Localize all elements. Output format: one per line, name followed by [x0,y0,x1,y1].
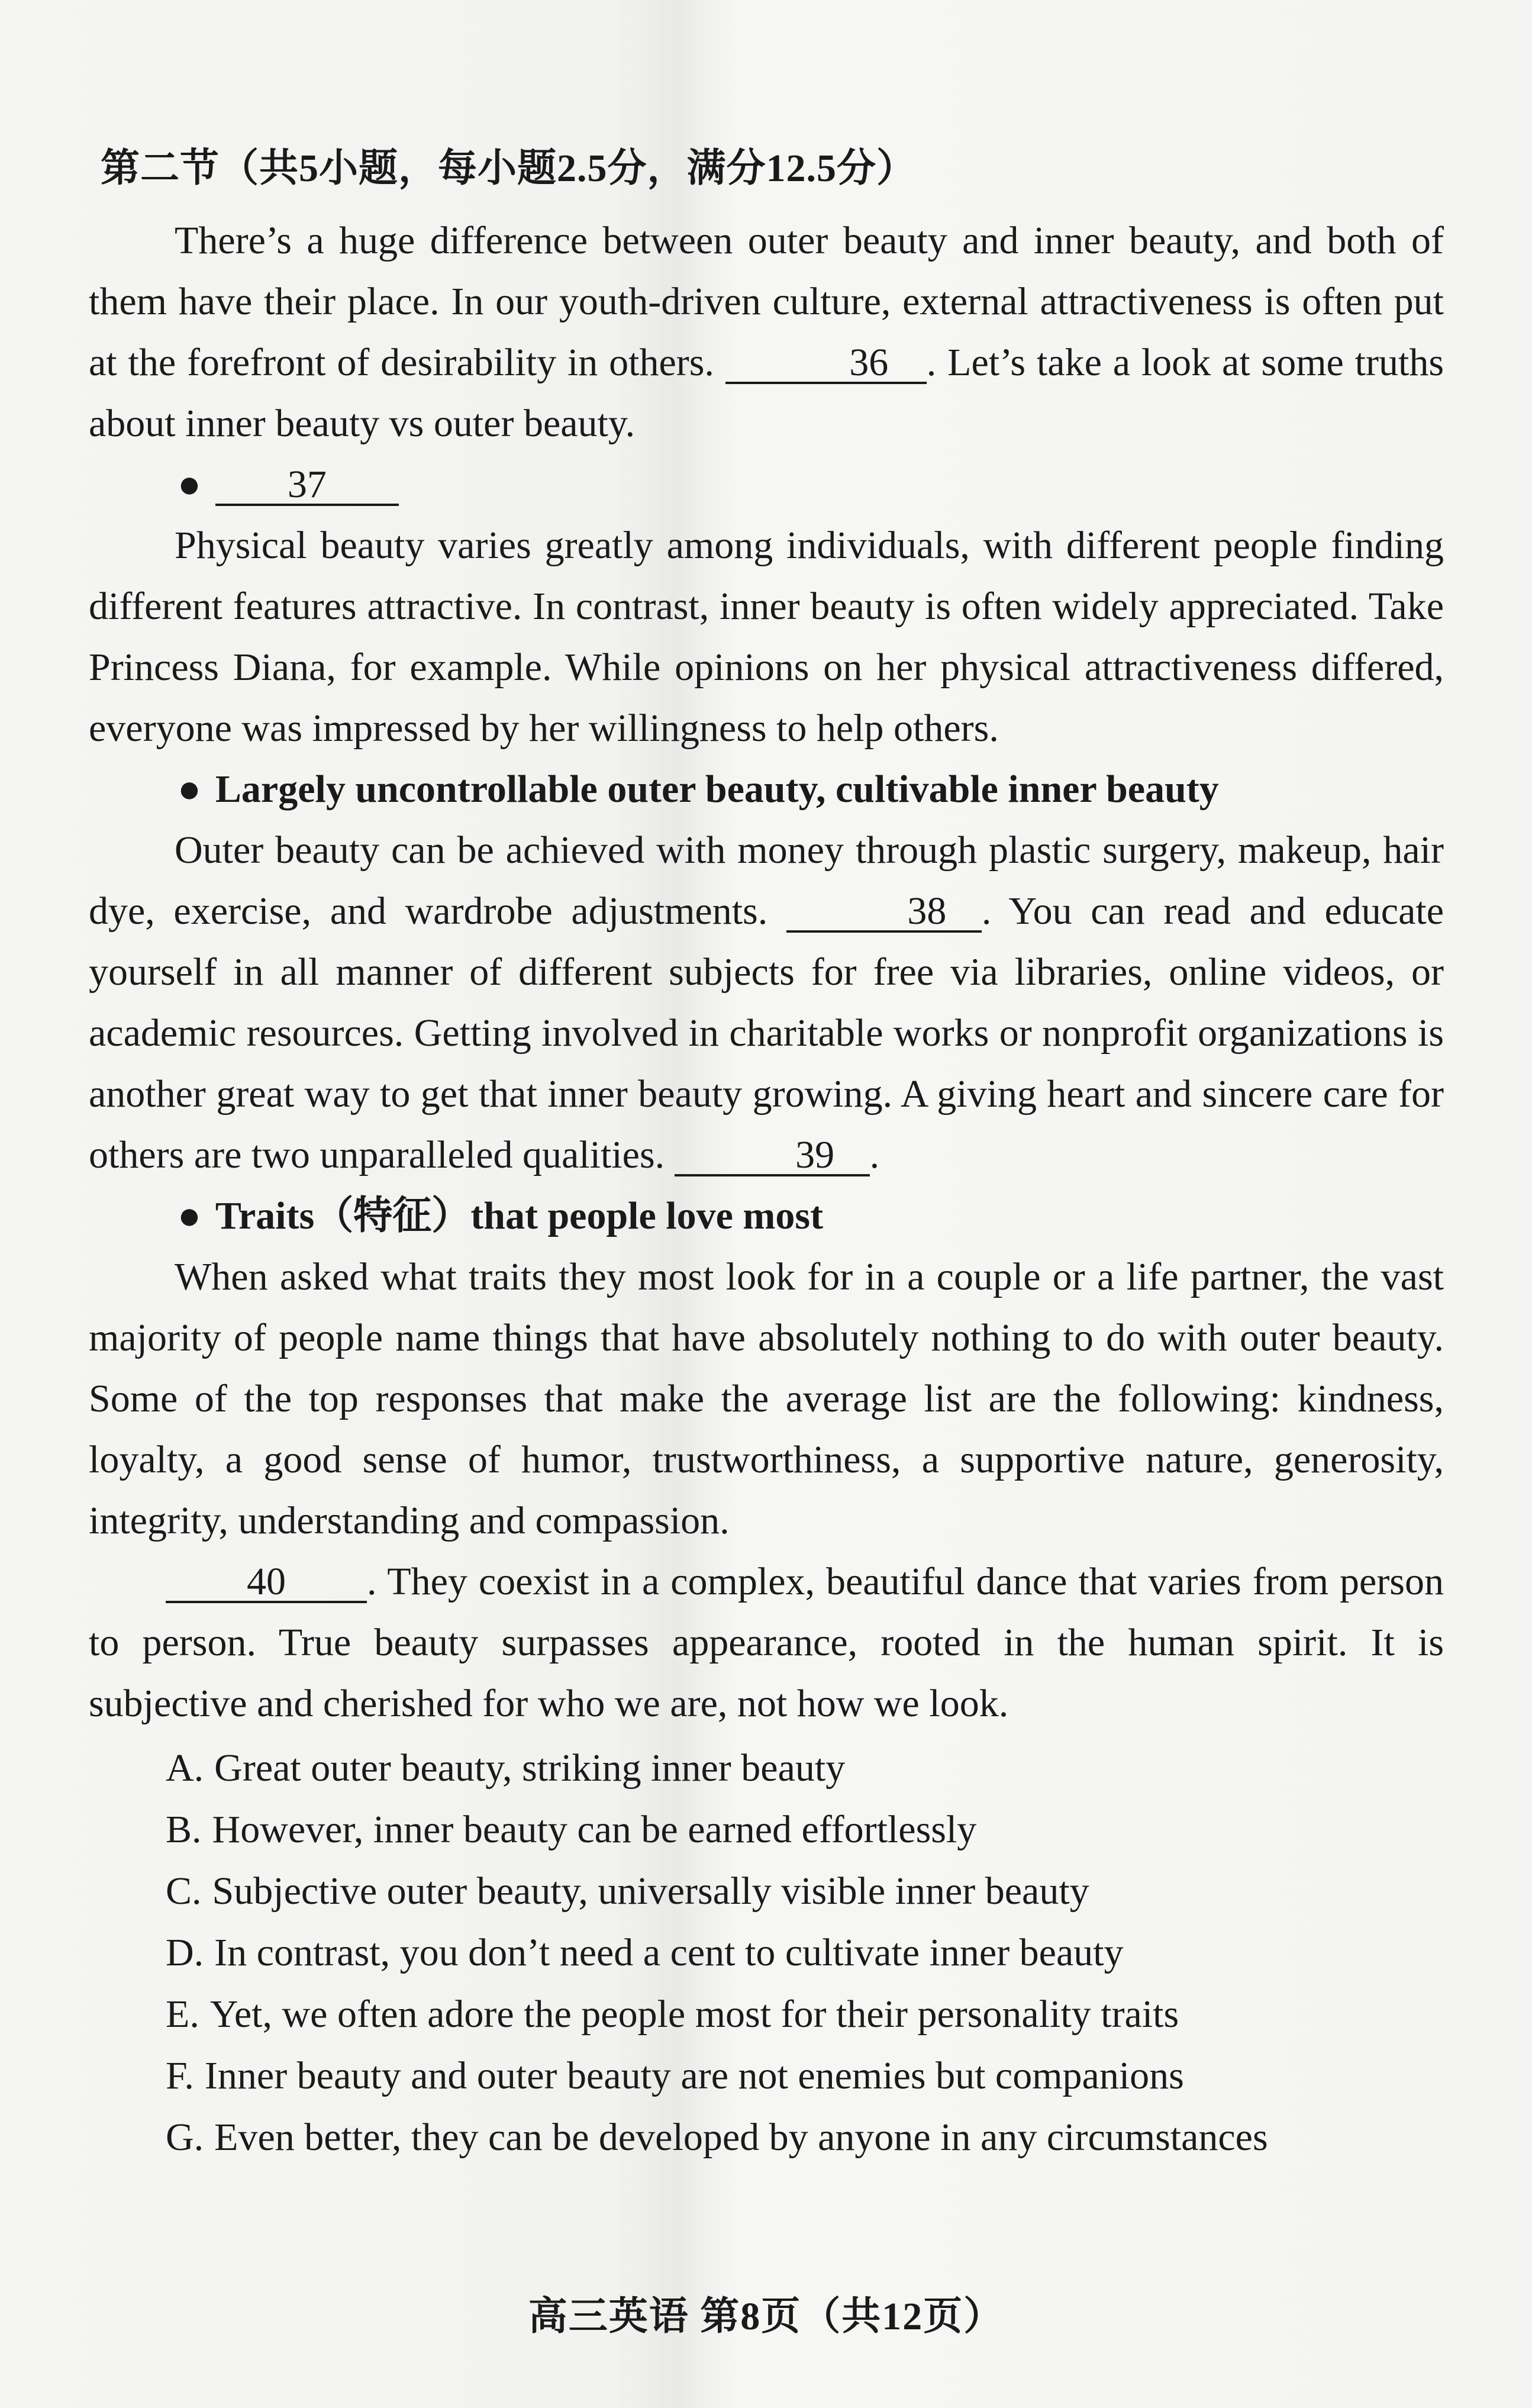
option-f[interactable]: F. Inner beauty and outer beauty are not enemies but companions [166,2054,1184,2097]
blank-36[interactable]: 36 [725,344,927,384]
para3-text-before: Outer beauty can be achieved with money through plastic surgery, makeup, hair dye, exercise, and wardrobe adjustments. [89,829,1444,933]
option-e[interactable]: E. Yet, we often adore the people most for their personality traits [166,1993,1179,2036]
option-d[interactable]: D. In contrast, you don’t need a cent to cultivate inner beauty [166,1931,1124,1974]
options-list [89,1738,1444,2168]
paragraph-traits: When asked what traits they most look for in a couple or a life partner, the vast majority of people name things that have absolutely nothing to do with outer beauty. Some of the top responses that make the average list are the following: kindness, loyalty, a good sense of humor, trustworthiness, a supportive nature, generosity, integrity, understanding and compassion. [89,1255,1444,1542]
heading-traits [178,1185,1444,1246]
paragraph-conclusion [89,1551,1444,1734]
page-footer: 高三英语 第8页（共12页） [528,2295,1004,2338]
paragraph-outer-beauty [89,820,1444,1185]
intro-text-after: . Let’s take a look at some truths about inner beauty vs outer beauty. [89,341,1444,445]
bullet-dot-icon: ● [178,1194,201,1237]
section-title: 第二节（共5小题，每小题2.5分，满分12.5分） [101,147,916,190]
option-b[interactable]: B. However, inner beauty can be earned effortlessly [166,1808,977,1851]
blank-38[interactable]: 38 [786,892,982,933]
para5-text: . They coexist in a complex, beautiful dance that varies from person to person. True beauty surpasses appearance, rooted in the human spirit. It is subjective and cherished for who we are, not how we look. [89,1560,1444,1725]
blank-40[interactable]: 40 [166,1563,367,1603]
heading-text: Traits（特征）that people love most [215,1194,824,1237]
bullet-37 [178,454,1444,515]
blank-37[interactable]: 37 [215,466,399,506]
option-a[interactable]: A. Great outer beauty, striking inner beauty [166,1746,846,1790]
heading-largely-uncontrollable [178,759,1444,820]
page-content [89,136,1444,2168]
option-c[interactable]: C. Subjective outer beauty, universally visible inner beauty [166,1869,1089,1913]
paragraph-physical-beauty: Physical beauty varies greatly among individuals, with different people finding different features attractive. In contrast, inner beauty is often widely appreciated. Take Princess Diana, for example. While opinions on her physical attractiveness differed, everyone was impressed by her willingness to help others. [89,524,1444,750]
heading-text: Largely uncontrollable outer beauty, cultivable inner beauty [215,768,1219,811]
intro-paragraph [89,210,1444,454]
bullet-dot-icon: ● [178,768,201,811]
intro-text-before: There’s a huge difference between outer beauty and inner beauty, and both of them have their place. In our youth-driven culture, external attractiveness is often put at the forefront of desirability in others. [89,219,1444,384]
bullet-dot-icon: ● [178,463,201,506]
para3-end: . [869,1133,880,1176]
para3-text-after: . You can read and educate yourself in all manner of different subjects for free via libraries, online videos, or academic resources. Getting involved in charitable works or nonprofit organizations is another great way to get that inner beauty growing. A giving heart and sincere care for others are two unparalleled qualities. [89,889,1444,1176]
option-g[interactable]: G. Even better, they can be developed by anyone in any circumstances [166,2116,1268,2159]
blank-39[interactable]: 39 [675,1136,870,1176]
